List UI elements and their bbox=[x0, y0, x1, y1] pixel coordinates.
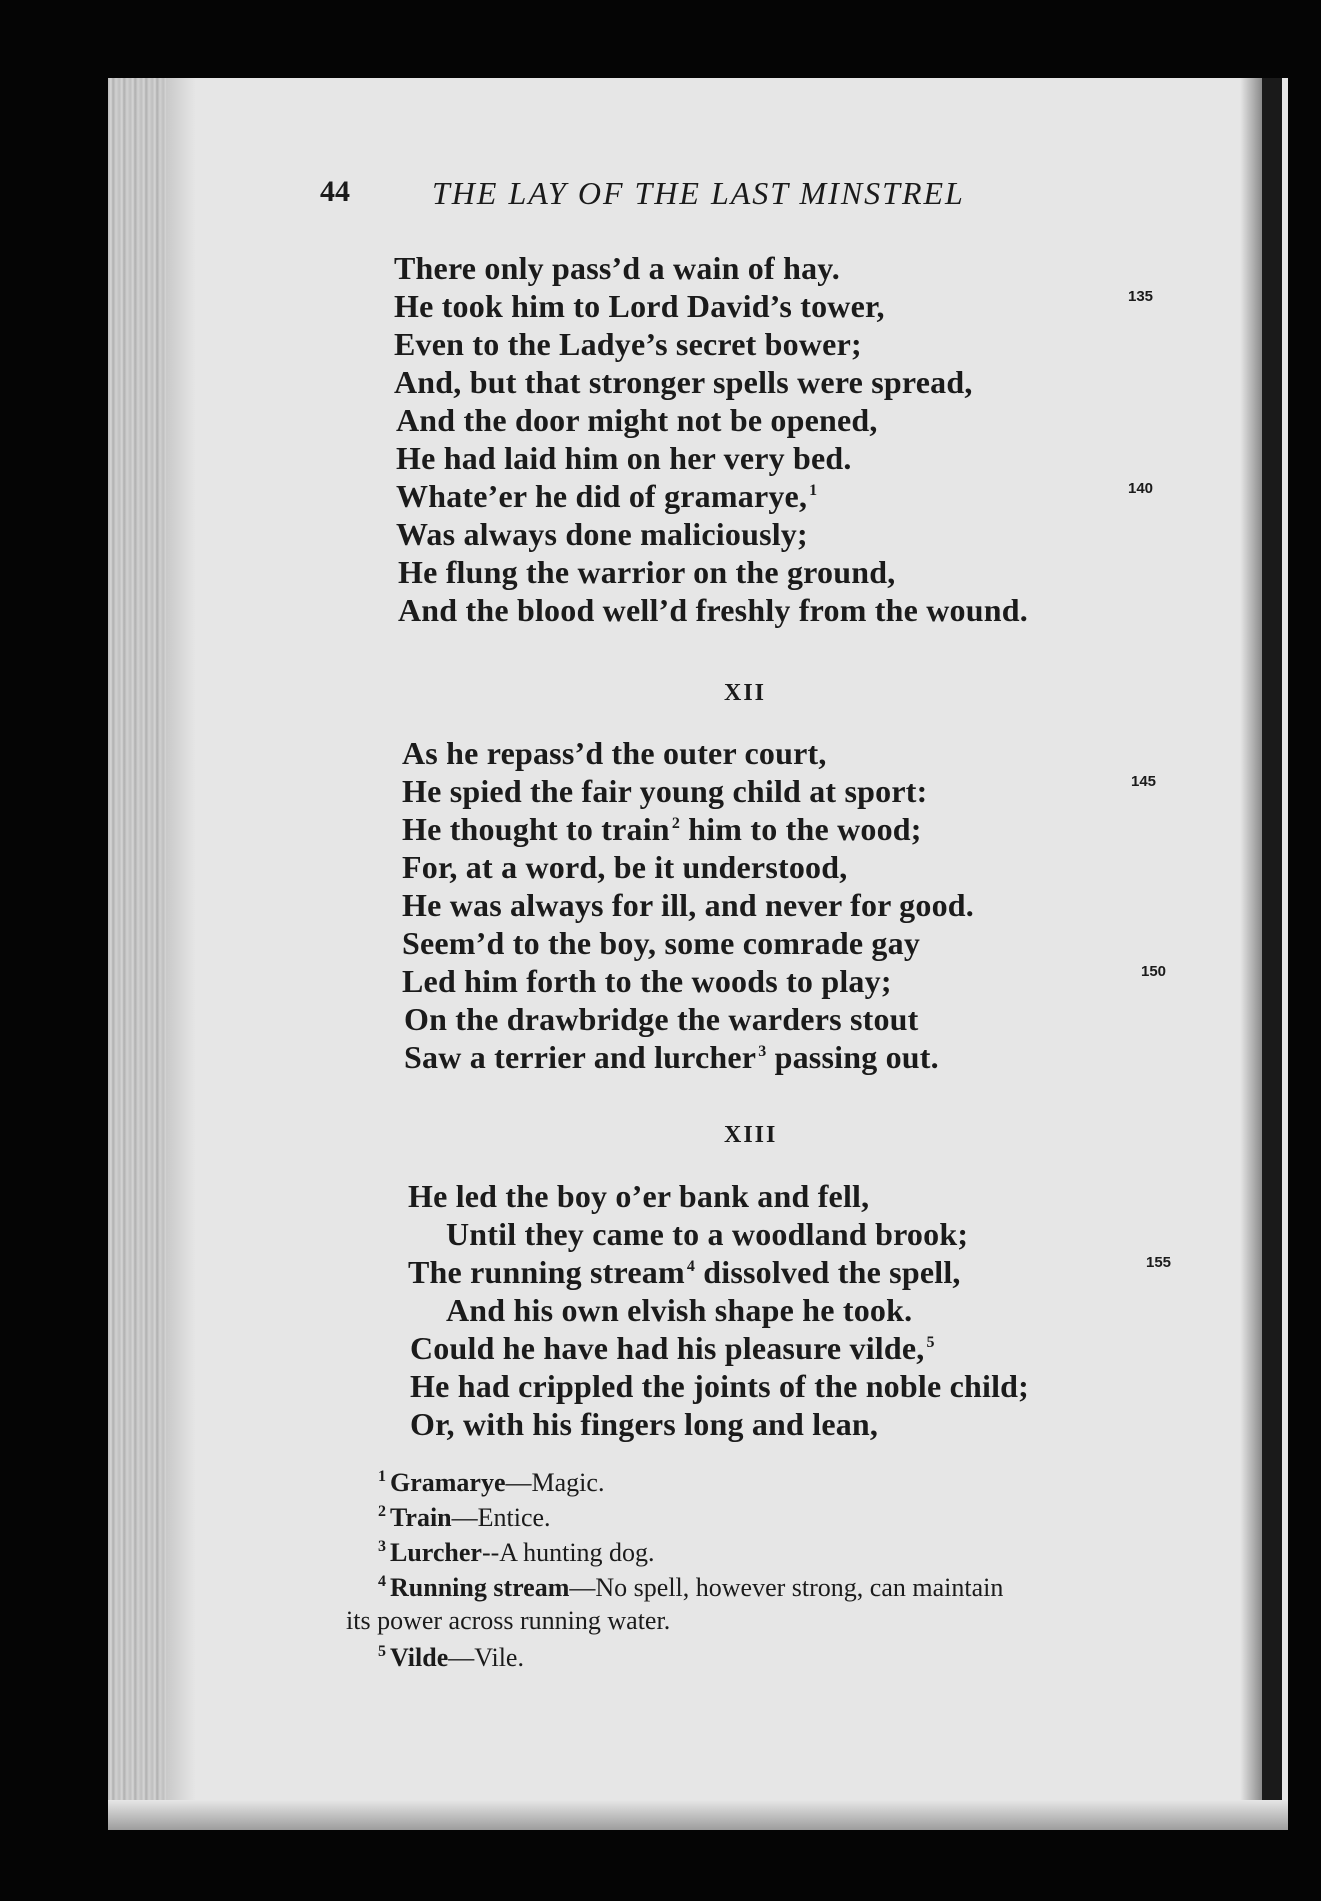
gutter-shadow bbox=[166, 78, 196, 1830]
page-number: 44 bbox=[320, 175, 350, 208]
poem-line: Until they came to a woodland brook; bbox=[446, 1216, 969, 1252]
right-border bbox=[1262, 78, 1282, 1830]
poem-line: He flung the warrior on the ground, bbox=[398, 554, 896, 590]
poem-line: And his own elvish shape he took. bbox=[446, 1292, 913, 1328]
stanza-heading: XIII bbox=[724, 1122, 778, 1148]
poem-line: On the drawbridge the warders stout bbox=[404, 1001, 919, 1037]
footnote-text: —Vile. bbox=[448, 1643, 524, 1672]
footnote bbox=[378, 1538, 655, 1568]
footnote-term: Vilde bbox=[390, 1643, 449, 1672]
poem-line-text: Whate’er he did of gramarye, bbox=[396, 478, 808, 514]
footnote-term: Train bbox=[390, 1503, 452, 1532]
poem-line-text: Could he have had his pleasure vilde, bbox=[410, 1330, 925, 1366]
footnote-ref: 2 bbox=[671, 815, 681, 833]
footnote-mark: 1 bbox=[378, 1468, 386, 1486]
poem-line: He had crippled the joints of the noble child; bbox=[410, 1368, 1030, 1404]
footnote-ref: 3 bbox=[758, 1043, 767, 1061]
footnote-text: —Entice. bbox=[451, 1503, 551, 1532]
poem-line bbox=[396, 478, 817, 515]
footnote-text: —No spell, however strong, can maintain bbox=[569, 1573, 1004, 1602]
poem-line: And, but that stronger spells were spread, bbox=[394, 364, 973, 400]
line-number: 150 bbox=[1141, 963, 1167, 980]
footnote-mark: 4 bbox=[378, 1573, 386, 1591]
stanza-heading: XII bbox=[724, 680, 767, 706]
poem-line bbox=[410, 1330, 935, 1367]
poem-line: Led him forth to the woods to play; bbox=[402, 963, 892, 999]
footnote bbox=[378, 1503, 551, 1533]
running-title: THE LAY OF THE LAST MINSTREL bbox=[432, 175, 965, 211]
footnote bbox=[378, 1643, 524, 1673]
line-number: 155 bbox=[1146, 1254, 1172, 1271]
footnote-ref: 4 bbox=[686, 1258, 696, 1276]
poem-line: He spied the fair young child at sport: bbox=[402, 773, 928, 809]
right-edge-shadow bbox=[1240, 78, 1262, 1830]
poem-line-text: dissolved the spell, bbox=[703, 1254, 961, 1290]
binding-gutter bbox=[108, 78, 166, 1830]
footnote-continuation: its power across running water. bbox=[346, 1606, 671, 1635]
footnote-term: Lurcher bbox=[390, 1538, 482, 1567]
footnote-term: Gramarye bbox=[390, 1468, 506, 1497]
poem-line bbox=[402, 811, 922, 848]
poem-line: There only pass’d a wain of hay. bbox=[394, 250, 840, 286]
line-number: 145 bbox=[1131, 773, 1157, 790]
poem-line-text: He thought to train bbox=[402, 811, 670, 847]
poem-line bbox=[408, 1254, 961, 1291]
poem-line bbox=[404, 1039, 939, 1076]
poem-line: And the blood well’d freshly from the wound. bbox=[398, 592, 1028, 628]
poem-line: Even to the Ladye’s secret bower; bbox=[394, 326, 862, 362]
poem-line-text: passing out. bbox=[774, 1039, 939, 1075]
poem-line-text: him to the wood; bbox=[688, 811, 922, 847]
poem-line-text: Saw a terrier and lurcher bbox=[404, 1039, 757, 1075]
poem-line: Was always done maliciously; bbox=[396, 516, 808, 552]
poem-line: He took him to Lord David’s tower, bbox=[394, 288, 885, 324]
footnote-ref: 5 bbox=[926, 1334, 935, 1352]
poem-line: And the door might not be opened, bbox=[396, 402, 878, 438]
footnote-mark: 3 bbox=[378, 1538, 386, 1556]
footnote-mark: 5 bbox=[378, 1643, 386, 1661]
footnote-mark: 2 bbox=[378, 1503, 386, 1521]
footnote-term: Running stream bbox=[390, 1573, 570, 1602]
poem-line: He had laid him on her very bed. bbox=[396, 440, 852, 476]
poem-line: As he repass’d the outer court, bbox=[402, 735, 827, 771]
running-header bbox=[320, 175, 1040, 219]
footnote-text: —Magic. bbox=[505, 1468, 605, 1497]
poem-line: He was always for ill, and never for good. bbox=[402, 887, 974, 923]
poem-line-text: The running stream bbox=[408, 1254, 685, 1290]
footnote bbox=[378, 1468, 604, 1498]
poem-line: Or, with his fingers long and lean, bbox=[410, 1406, 879, 1442]
poem-line: For, at a word, be it understood, bbox=[402, 849, 848, 885]
poem-line: He led the boy o’er bank and fell, bbox=[408, 1178, 870, 1214]
poem-line: Seem’d to the boy, some comrade gay bbox=[402, 925, 921, 961]
line-number: 135 bbox=[1128, 288, 1154, 305]
footnote-text: --A hunting dog. bbox=[481, 1538, 655, 1567]
line-number: 140 bbox=[1128, 480, 1154, 497]
bottom-edge-shadow bbox=[108, 1800, 1288, 1830]
footnote bbox=[378, 1573, 1003, 1603]
footnote-ref: 1 bbox=[809, 482, 818, 500]
